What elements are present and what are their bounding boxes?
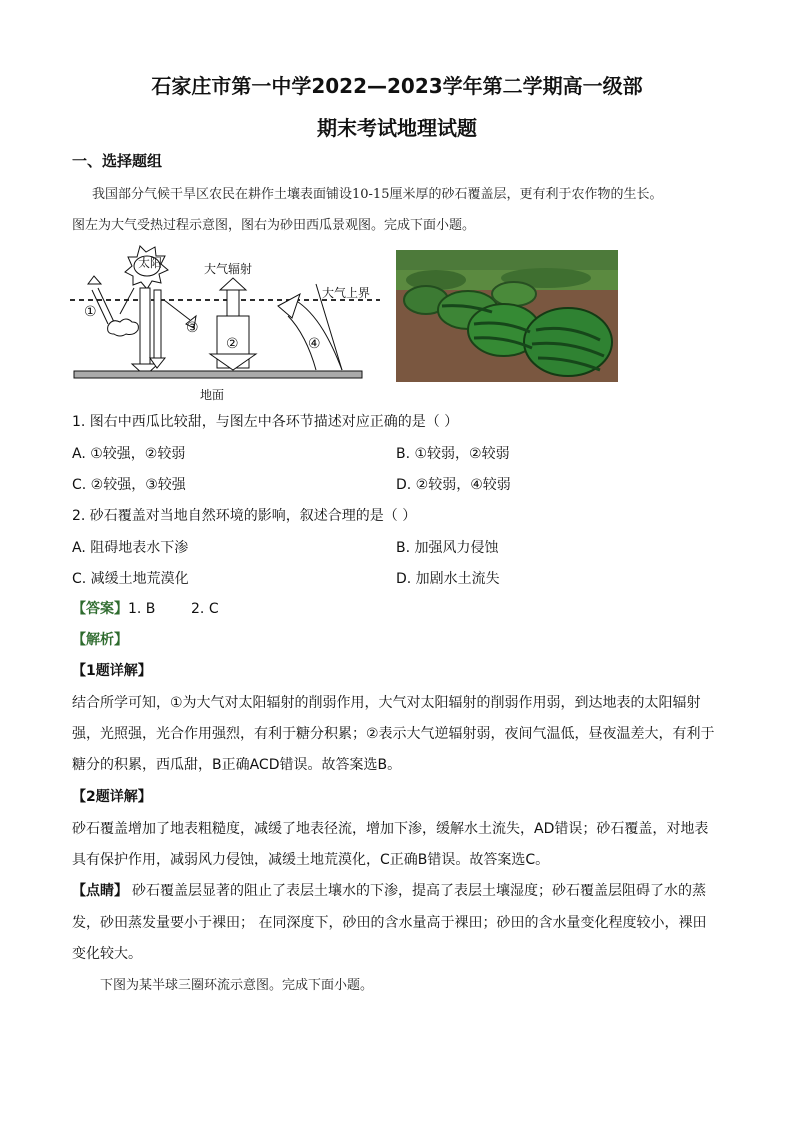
answer-row (72, 598, 219, 618)
analysis-label: 【解析】 (72, 632, 128, 648)
tip-line3: 变化较大。 (72, 946, 142, 962)
detail-2-line2: 具有保护作用，减弱风力侵蚀，减缓土地荒漠化，C正确B错误。故答案选C。 (72, 852, 550, 868)
intro-line2: 图左为大气受热过程示意图，图右为砂田西瓜景观图。完成下面小题。 (72, 218, 476, 233)
scattered-down-arrow (150, 290, 165, 368)
atmospheric-radiation-label: 大气辐射 (204, 262, 253, 276)
ground-bar (74, 371, 362, 378)
label-n4: ④ (308, 336, 321, 352)
q2-option-b: B. 加强风力侵蚀 (396, 540, 499, 556)
answer-label: 【答案】 (72, 601, 128, 617)
label-n2: ② (226, 336, 239, 352)
tip-line1: 砂石覆盖层显著的阻止了表层土壤水的下渗，提高了表层土壤湿度；砂石覆盖层阻碍了水的蒸 (132, 883, 706, 899)
atmosphere-top-label: 大气上界 (322, 286, 371, 300)
atmosphere-heating-diagram (70, 244, 380, 404)
q2-option-d: D. 加剧水土流失 (396, 571, 500, 587)
cloud-icon (108, 319, 139, 336)
watermelon-illustration (396, 250, 618, 382)
answer-text: 1. B 2. C (128, 601, 219, 617)
question-1-stem: 1. 图右中西瓜比较甜，与图左中各环节描述对应正确的是（ ） (72, 414, 459, 430)
detail-1-line3: 糖分的积累，西瓜甜，B正确ACD错误。故答案选B。 (72, 757, 402, 773)
detail-1-label: 【1题详解】 (72, 663, 152, 679)
label-n3: ③ (186, 320, 199, 336)
q2-option-c: C. 减缓土地荒漠化 (72, 571, 189, 587)
intro-line1: 我国部分气候干旱区农民在耕作土壤表面铺设10-15厘米厚的砂石覆盖层，更有利于农作物的生长。 (92, 187, 663, 202)
ground-label: 地面 (200, 388, 225, 402)
q1-option-d: D. ②较弱，④较弱 (396, 477, 511, 493)
question-2-stem: 2. 砂石覆盖对当地自然环境的影响，叙述合理的是（ ） (72, 508, 417, 524)
detail-2-label: 【2题详解】 (72, 789, 152, 805)
watermelon-field-photo (396, 250, 618, 382)
q2-option-a: A. 阻碍地表水下渗 (72, 540, 189, 556)
detail-1-line2: 强，光照强，光合作用强烈，有利于糖分积累；②表示大气逆辐射弱，夜间气温低，昼夜温差大，有利于 (72, 726, 715, 742)
document-title-line1: 石家庄市第一中学2022—2023学年第二学期高一级部 (151, 74, 643, 98)
tip-row (72, 880, 706, 900)
q1-option-c: C. ②较强，③较强 (72, 477, 186, 493)
q1-option-a: A. ①较强，②较弱 (72, 446, 186, 462)
label-n1: ① (84, 304, 97, 320)
atmospheric-radiation-arrow (220, 278, 246, 316)
document-title-line2: 期末考试地理试题 (317, 116, 477, 140)
section-heading: 一、选择题组 (72, 152, 163, 170)
arrow-3 (164, 300, 190, 320)
tip-line2: 发，砂田蒸发量要小于裸田； 在同深度下，砂田的含水量高于裸田；砂田的含水量变化程度较小，裸田 (72, 915, 707, 931)
detail-1-line1: 结合所学可知，①为大气对太阳辐射的削弱作用，大气对太阳辐射的削弱作用弱，到达地表的太阳辐射 (72, 695, 701, 711)
sun-label: 太阳 (138, 256, 163, 270)
detail-2-line1: 砂石覆盖增加了地表粗糙度，减缓了地表径流，增加下渗，缓解水土流失，AD错误；砂石覆盖，对地表 (72, 821, 709, 837)
next-section-intro: 下图为某半球三圈环流示意图。完成下面小题。 (100, 978, 374, 993)
tip-label: 【点睛】 (72, 883, 128, 899)
q1-option-b: B. ①较弱，②较弱 (396, 446, 510, 462)
